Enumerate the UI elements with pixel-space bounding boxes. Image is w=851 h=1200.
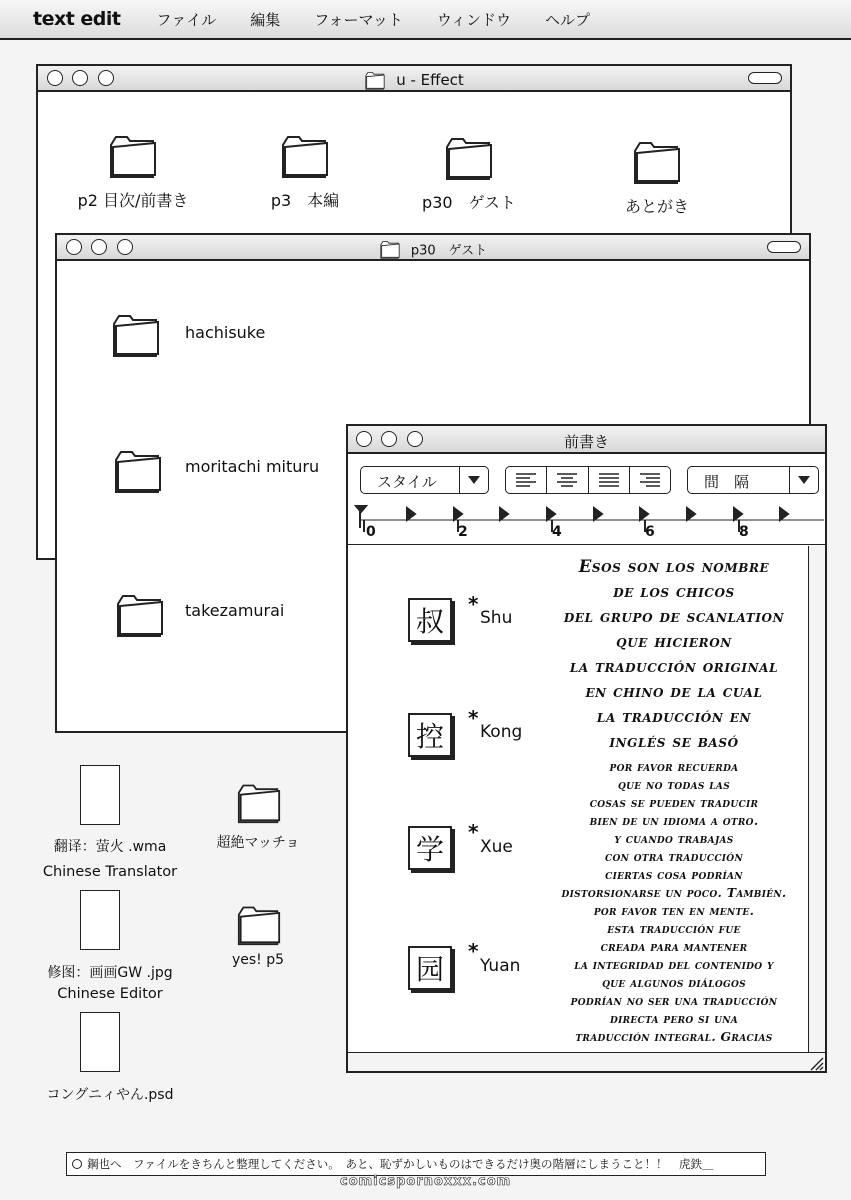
credit-name: Kong — [480, 722, 523, 742]
text-line: y cuando trabajas — [614, 831, 734, 846]
style-select[interactable]: スタイル — [360, 466, 489, 494]
translation-notes-body — [523, 758, 825, 1046]
credit-name: Yuan — [480, 956, 521, 976]
folder-icon — [364, 70, 386, 90]
menu-window[interactable]: ウィンドウ — [436, 10, 511, 29]
text-line: la traducción en — [596, 707, 752, 726]
text-line: cosas se pueden traducir — [589, 795, 759, 810]
text-line: del grupo de scanlation — [563, 607, 785, 626]
folder-icon — [379, 239, 401, 259]
editor-window — [346, 424, 827, 1073]
text-line: distorsionarse un poco. También. — [561, 885, 787, 900]
text-line: la integridad del contenido y — [574, 957, 774, 972]
folder-icon[interactable] — [444, 132, 494, 182]
resize-grip-icon[interactable] — [808, 1055, 824, 1071]
menu-file[interactable]: ファイル — [156, 10, 217, 29]
text-line: Esos son los nombre — [578, 557, 770, 576]
folder-icon[interactable] — [280, 130, 330, 180]
text-line: traducción integral. Gracias — [575, 1029, 773, 1044]
text-line: creada para mantener — [600, 939, 748, 954]
folder-label[interactable]: hachisuke — [185, 323, 266, 342]
align-right-icon — [639, 473, 661, 487]
text-line: directa pero si una — [609, 1011, 739, 1026]
folder-icon[interactable] — [115, 589, 165, 639]
text-line: esta traducción fue — [607, 921, 741, 936]
folder-label[interactable]: あとがき — [624, 197, 689, 216]
credit-kanji: 园 — [408, 946, 452, 990]
text-line: por favor ten en mente. — [593, 903, 755, 918]
text-line: ciertas cosa podrían — [605, 867, 743, 882]
window-title: p30 ゲスト — [57, 239, 809, 259]
align-left-button[interactable] — [506, 467, 547, 493]
document-icon[interactable] — [80, 890, 120, 950]
credit-star: * — [468, 820, 479, 844]
text-line: que no todas las — [618, 777, 730, 792]
text-line: podrían no ser una traducción — [570, 993, 778, 1008]
menu-format[interactable]: フォーマット — [314, 10, 403, 29]
document-role: Chinese Editor — [57, 986, 163, 1002]
text-line: con otra traducción — [605, 849, 743, 864]
folder-label[interactable]: 超絶マッチョ — [216, 835, 300, 851]
credit-star: * — [468, 706, 479, 730]
format-toolbar — [360, 466, 817, 498]
folder-icon[interactable] — [632, 136, 682, 186]
credit-name: Shu — [480, 608, 513, 628]
align-right-button[interactable] — [630, 467, 670, 493]
folder-label[interactable]: takezamurai — [185, 601, 285, 620]
folder-label[interactable]: yes! p5 — [231, 952, 285, 968]
watermark: comicspornoxxx.com — [340, 1174, 512, 1189]
window-title: u - Effect — [38, 70, 790, 90]
editor-titlebar[interactable] — [348, 426, 825, 454]
menu-edit[interactable]: 編集 — [250, 10, 281, 29]
credit-kanji: 学 — [408, 826, 452, 870]
spacing-select[interactable]: 間 隔 — [687, 466, 819, 494]
text-line: por favor recuerda — [609, 759, 739, 774]
folder-icon[interactable] — [108, 130, 158, 180]
text-line: en chino de la cual — [585, 682, 763, 701]
align-center-button[interactable] — [547, 467, 588, 493]
collapse-button[interactable] — [748, 72, 782, 84]
credit-name: Xue — [480, 837, 513, 857]
text-line: bien de un idioma a otro. — [589, 813, 759, 828]
chevron-down-icon — [459, 467, 488, 493]
document-role: Chinese Translator — [42, 864, 178, 880]
folder-icon[interactable] — [236, 780, 282, 824]
credit-kanji: 控 — [408, 713, 452, 757]
text-line: inglés se basó — [609, 732, 739, 751]
window-title: 前書き — [563, 433, 609, 451]
status-dot-icon — [72, 1159, 82, 1169]
align-justify-icon — [598, 473, 620, 487]
menu-help[interactable]: ヘルプ — [545, 10, 591, 29]
folder-label[interactable]: p3 本編 — [270, 191, 340, 210]
vertical-scrollbar[interactable] — [808, 546, 825, 1053]
collapse-button[interactable] — [767, 241, 801, 253]
align-left-icon — [515, 473, 537, 487]
document-text-area[interactable] — [348, 546, 807, 1053]
translation-notes-heading — [523, 554, 825, 754]
credit-kanji: 叔 — [408, 598, 452, 642]
folder-label[interactable]: p30 ゲスト — [422, 193, 516, 212]
document-label[interactable]: 翻译：萤火 .wma — [53, 839, 167, 855]
ruler-number: 6 — [645, 524, 655, 540]
document-label[interactable]: コングニィやん.psd — [46, 1087, 174, 1103]
credit-star: * — [468, 592, 479, 616]
ruler-number: 8 — [739, 524, 749, 540]
chevron-down-icon — [789, 467, 818, 493]
ruler-number: 0 — [366, 524, 376, 540]
document-icon[interactable] — [80, 1012, 120, 1072]
ruler-number: 4 — [552, 524, 562, 540]
text-line: de los chicos — [613, 582, 735, 601]
folder-label[interactable]: moritachi mituru — [185, 457, 320, 476]
ruler-number: 2 — [458, 524, 468, 540]
document-icon[interactable] — [80, 765, 120, 825]
align-center-icon — [556, 473, 578, 487]
folder-icon[interactable] — [113, 445, 163, 495]
align-justify-button[interactable] — [589, 467, 630, 493]
folder-icon[interactable] — [236, 902, 282, 946]
folder-icon[interactable] — [111, 309, 161, 359]
status-bar — [66, 1152, 766, 1176]
text-line: que hicieron — [616, 632, 732, 651]
folder-label[interactable]: p2 目次/前書き — [77, 191, 189, 210]
credit-star: * — [468, 939, 479, 963]
app-name[interactable]: text edit — [33, 8, 121, 30]
horizontal-scrollbar[interactable] — [348, 1052, 825, 1071]
text-line: que algunos diálogos — [602, 975, 746, 990]
document-label[interactable]: 修图：画画GW .jpg — [47, 965, 173, 981]
status-message: 鋼也へ ファイルをきちんと整理してください。 あと、恥ずかしいものはできるだけ奥の階層にしまうこと！！ 虎鉄＿ — [87, 1157, 714, 1171]
text-line: la traducción original — [569, 657, 779, 676]
guest-titlebar[interactable] — [57, 235, 809, 261]
menu-bar — [0, 0, 851, 40]
alignment-buttons — [505, 466, 671, 494]
ruler[interactable] — [348, 502, 825, 545]
effect-titlebar[interactable] — [38, 66, 790, 92]
ruler-ticks — [348, 502, 824, 544]
